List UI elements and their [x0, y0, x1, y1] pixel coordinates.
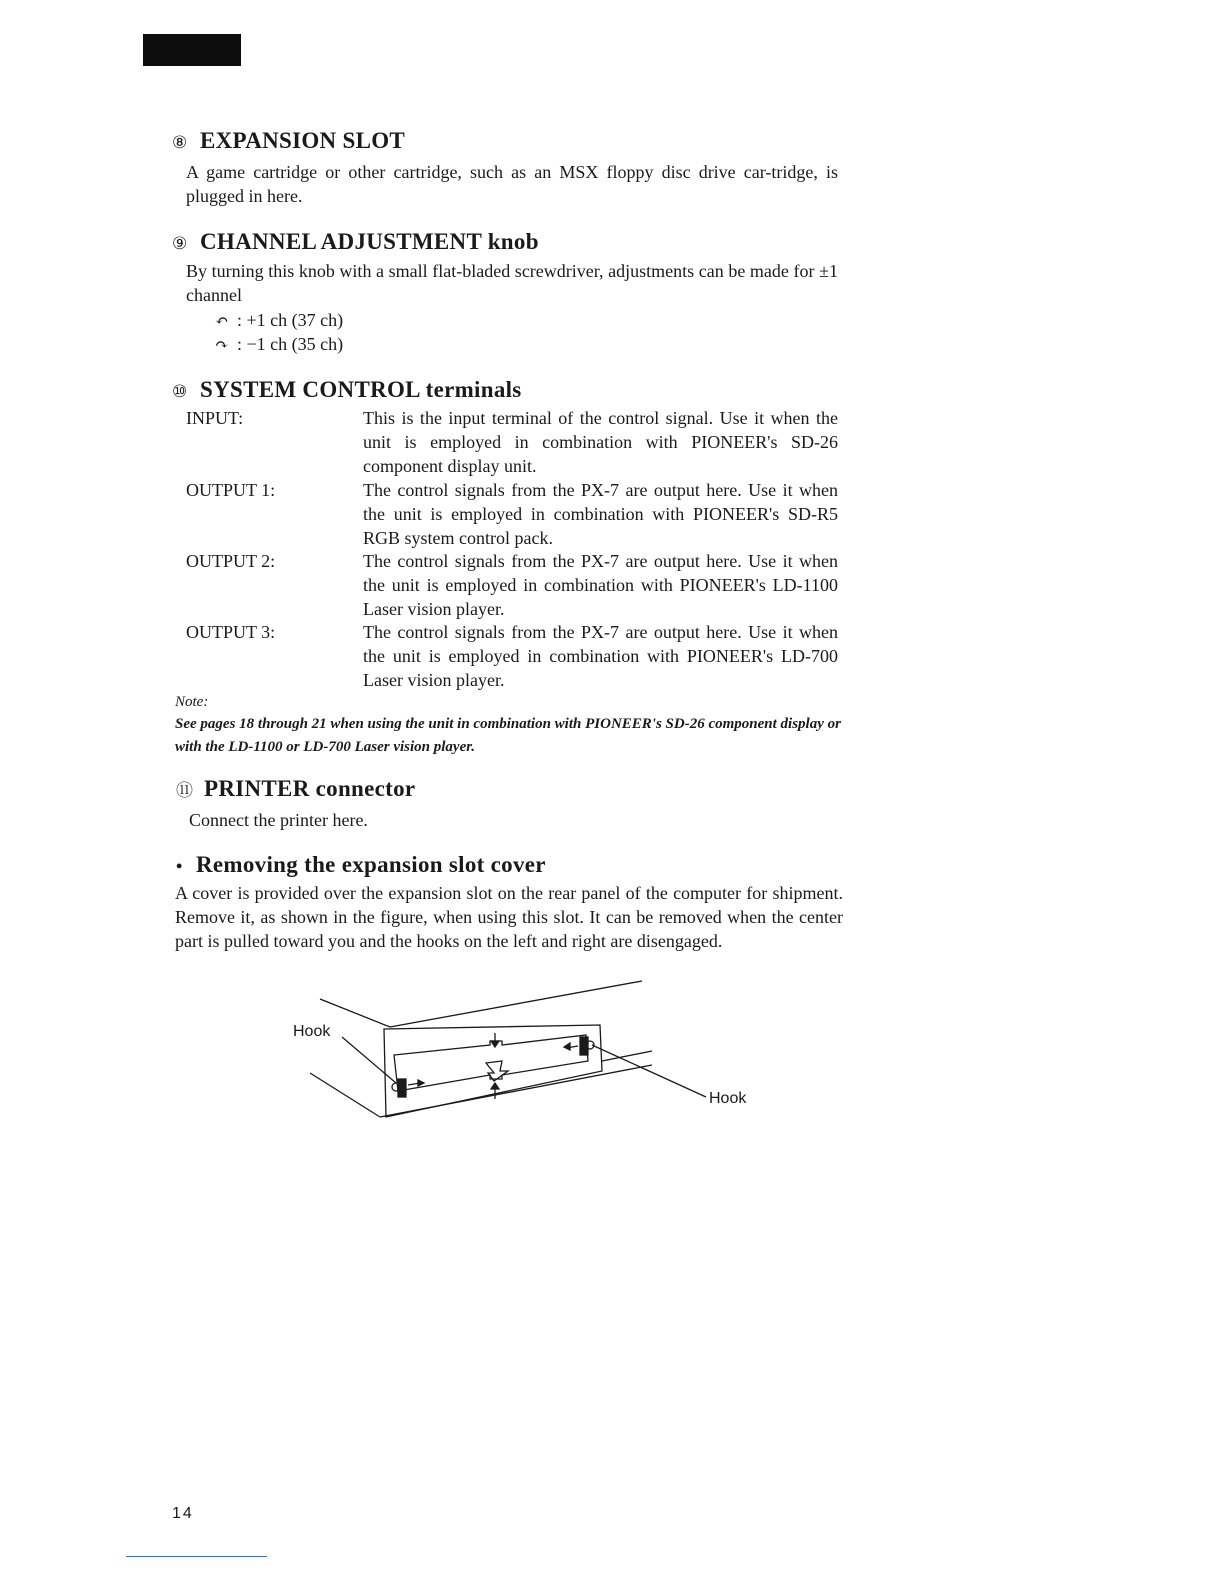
channel-adjustment-body: By turning this knob with a small flat-bladed screwdriver, adjustments can be made for ±1 channel — [186, 261, 838, 305]
system-control-number: ⑩ — [172, 382, 188, 401]
expansion-slot-title: EXPANSION SLOT — [200, 128, 406, 153]
knob-cw-icon: ↷ — [215, 337, 229, 354]
expansion-slot-number: ⑧ — [172, 133, 188, 152]
printer-body: Connect the printer here. — [189, 810, 368, 830]
hook-label-right: Hook — [709, 1090, 747, 1107]
removing-cover-title: Removing the expansion slot cover — [196, 852, 546, 877]
terminal-desc-output-3: The control signals from the PX-7 are output here. Use it when the unit is employed in combination with PIONEER's LD-700 Laser vision player. — [363, 622, 838, 690]
terminal-desc-output-2: The control signals from the PX-7 are output here. Use it when the unit is employed in combination with PIONEER's LD-1100 Laser vision player. — [363, 551, 838, 619]
system-control-title: SYSTEM CONTROL terminals — [200, 377, 522, 402]
printer-title: PRINTER connector — [204, 776, 416, 801]
printer-heading — [176, 776, 415, 802]
pull-arrow-icon — [486, 1061, 508, 1081]
removing-cover-body: A cover is provided over the expansion slot on the rear panel of the computer for shipment. Remove it, as shown in the figure, when using this slot. It can be removed when the center part is pulled toward you and the hooks on the left and right are disengaged. — [175, 883, 843, 951]
terminal-label-output-2: OUTPUT 2: — [186, 551, 276, 571]
terminal-label-input: INPUT: — [186, 408, 244, 428]
page-number: 14 — [172, 1505, 194, 1522]
channel-plus-line — [215, 308, 343, 334]
expansion-slot-heading — [172, 128, 405, 154]
terminal-desc-output-1: The control signals from the PX-7 are output here. Use it when the unit is employed in combination with PIONEER's SD-R5 RGB system control pack. — [363, 480, 838, 548]
knob-ccw-icon: ↶ — [215, 313, 229, 330]
system-control-heading — [172, 377, 522, 403]
hook-label-left: Hook — [293, 1023, 331, 1040]
right-hook-leader — [592, 1045, 706, 1097]
corner-black-tab — [143, 34, 241, 66]
channel-adjustment-title: CHANNEL ADJUSTMENT knob — [200, 229, 539, 254]
note-text: See pages 18 through 21 when using the unit in combination with PIONEER's SD-26 component display or with the LD-1100 or LD-700 Laser vision player. — [175, 716, 841, 755]
figure-bottom-edge-left — [310, 1073, 380, 1117]
removing-cover-heading — [176, 852, 546, 878]
channel-adjustment-heading — [172, 229, 539, 255]
figure-top-edge-right — [390, 981, 642, 1027]
left-hook-leader — [342, 1037, 396, 1083]
terminal-label-output-3: OUTPUT 3: — [186, 622, 276, 642]
expansion-cover-figure — [280, 975, 780, 1135]
footer-rule — [126, 1556, 267, 1557]
printer-number: ⑪ — [176, 781, 194, 800]
channel-minus-line — [215, 332, 343, 358]
terminal-label-output-1: OUTPUT 1: — [186, 480, 276, 500]
figure-top-edge-left — [320, 999, 390, 1027]
bullet-icon: • — [176, 856, 183, 876]
expansion-slot-body: A game cartridge or other cartridge, such as an MSX floppy disc drive car-tridge, is plugged in here. — [186, 162, 838, 206]
channel-plus-text: : +1 ch (37 ch) — [237, 310, 344, 330]
terminal-desc-input: This is the input terminal of the control signal. Use it when the unit is employed in combination with PIONEER's SD-26 component display unit. — [363, 408, 838, 476]
note-label: Note: — [175, 694, 209, 710]
channel-minus-text: : −1 ch (35 ch) — [237, 334, 344, 354]
channel-adjustment-number: ⑨ — [172, 234, 188, 253]
